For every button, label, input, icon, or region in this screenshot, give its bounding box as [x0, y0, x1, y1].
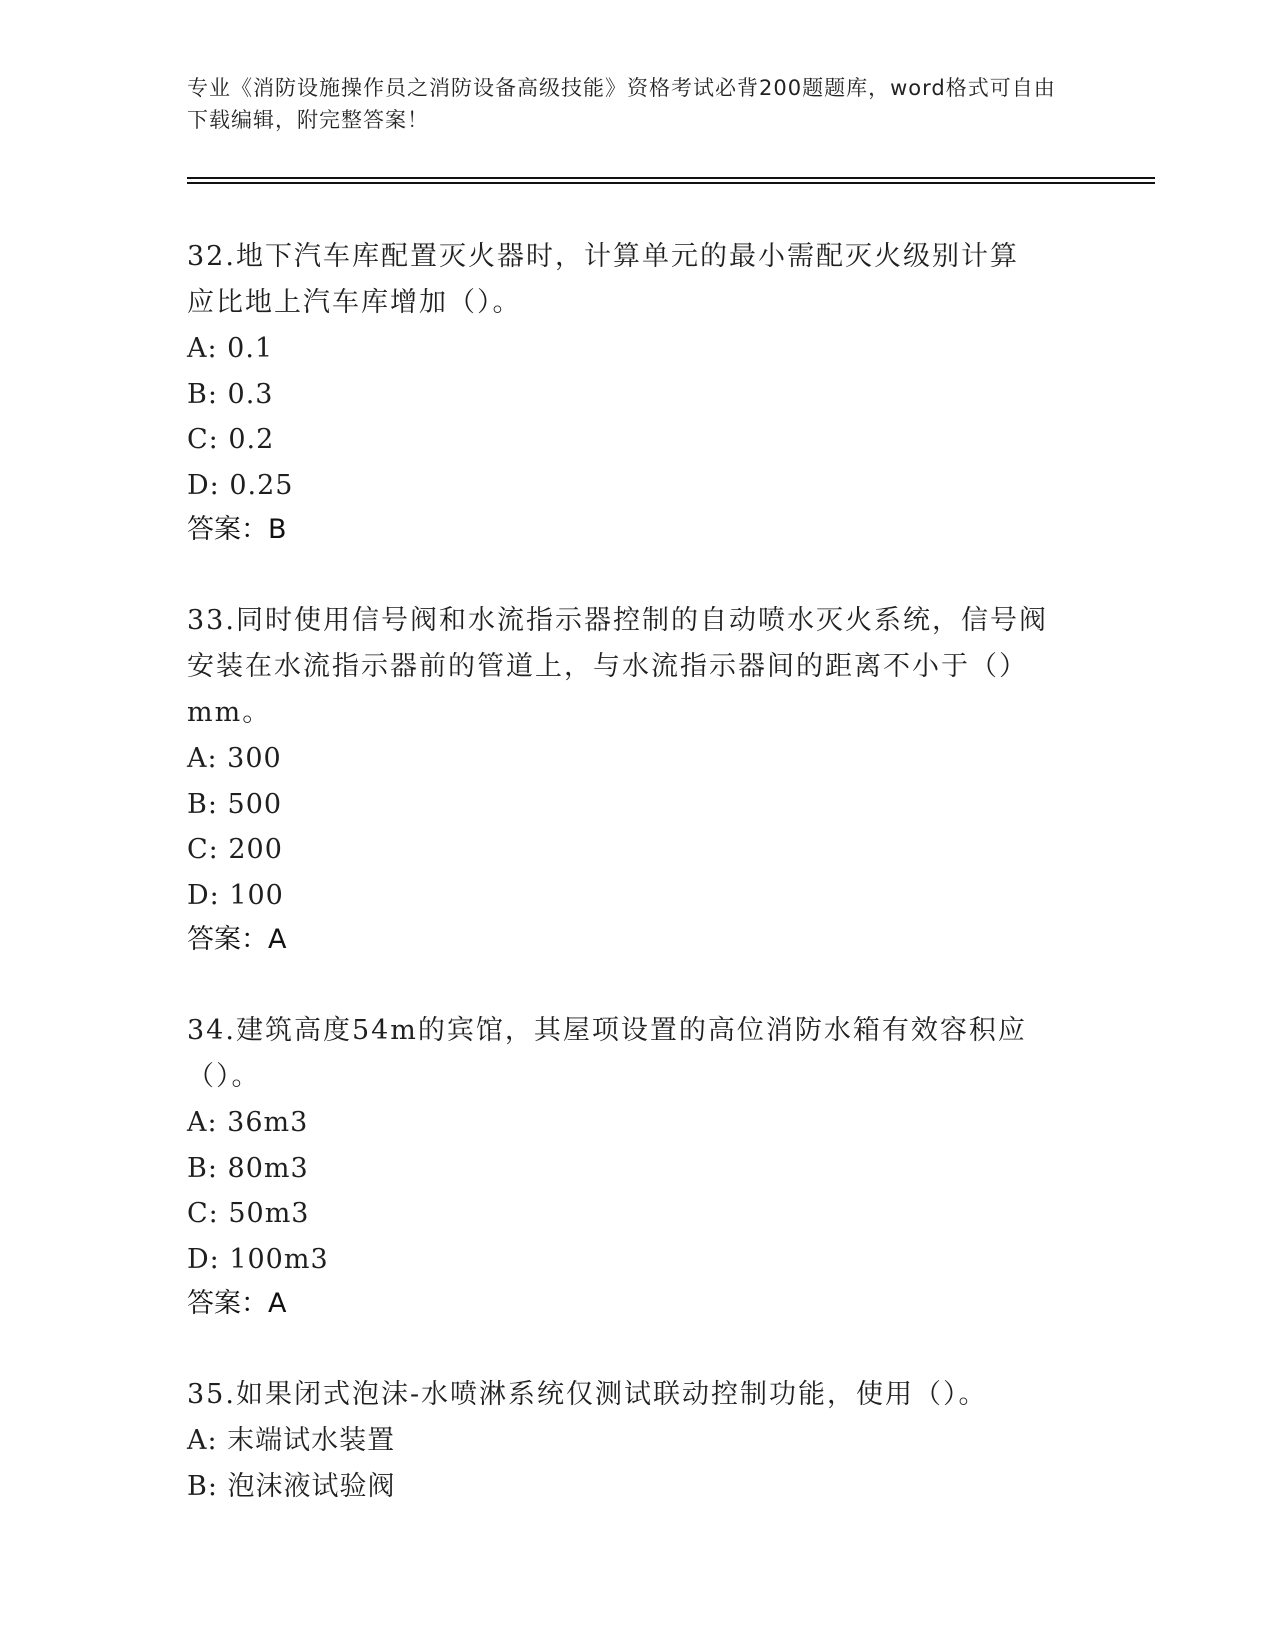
- question-34: [187, 1008, 1087, 1326]
- question-text: 33.同时使用信号阀和水流指示器控制的自动喷水灭火系统，信号阀安装在水流指示器前的管道上，与水流指示器间的距离不小于（）mm。: [187, 605, 1048, 728]
- option-a: A: 300: [187, 743, 282, 774]
- answer-label: 答案：A: [187, 1288, 287, 1319]
- question-spacer: [187, 552, 1087, 598]
- question-32: [187, 234, 1087, 552]
- option-a: A: 末端试水装置: [187, 1425, 396, 1456]
- header-divider-top: [187, 177, 1155, 179]
- option-d: D: 100: [187, 879, 284, 911]
- question-text: 35.如果闭式泡沫-水喷淋系统仅测试联动控制功能，使用（）。: [187, 1379, 988, 1410]
- answer-label: 答案：B: [187, 514, 287, 545]
- header-divider-bottom: [187, 182, 1155, 184]
- option-c: C: 200: [187, 834, 283, 865]
- question-spacer: [187, 1326, 1087, 1372]
- question-33: [187, 598, 1087, 962]
- option-a: A: 36m3: [187, 1107, 309, 1138]
- option-d: D: 0.25: [187, 469, 294, 501]
- option-c: C: 0.2: [187, 424, 275, 455]
- option-b: B: 泡沫液试验阀: [187, 1470, 396, 1502]
- answer-label: 答案：A: [187, 924, 287, 955]
- question-text: 32.地下汽车库配置灭火器时，计算单元的最小需配灭火级别计算应比地上汽车库增加（）。: [187, 241, 1019, 318]
- option-c: C: 50m3: [187, 1198, 310, 1229]
- option-b: B: 0.3: [187, 378, 274, 410]
- question-spacer: [187, 962, 1087, 1008]
- option-a: A: 0.1: [187, 333, 274, 364]
- question-list: [187, 234, 1087, 1509]
- question-35: [187, 1372, 1087, 1509]
- option-d: D: 100m3: [187, 1243, 329, 1275]
- option-b: B: 80m3: [187, 1152, 309, 1184]
- document-header: 专业《消防设施操作员之消防设备高级技能》资格考试必背200题题库，word格式可自由下载编辑，附完整答案！: [187, 76, 1056, 132]
- question-text: 34.建筑高度54m的宾馆，其屋项设置的高位消防水箱有效容积应（）。: [187, 1015, 1027, 1092]
- option-b: B: 500: [187, 788, 283, 820]
